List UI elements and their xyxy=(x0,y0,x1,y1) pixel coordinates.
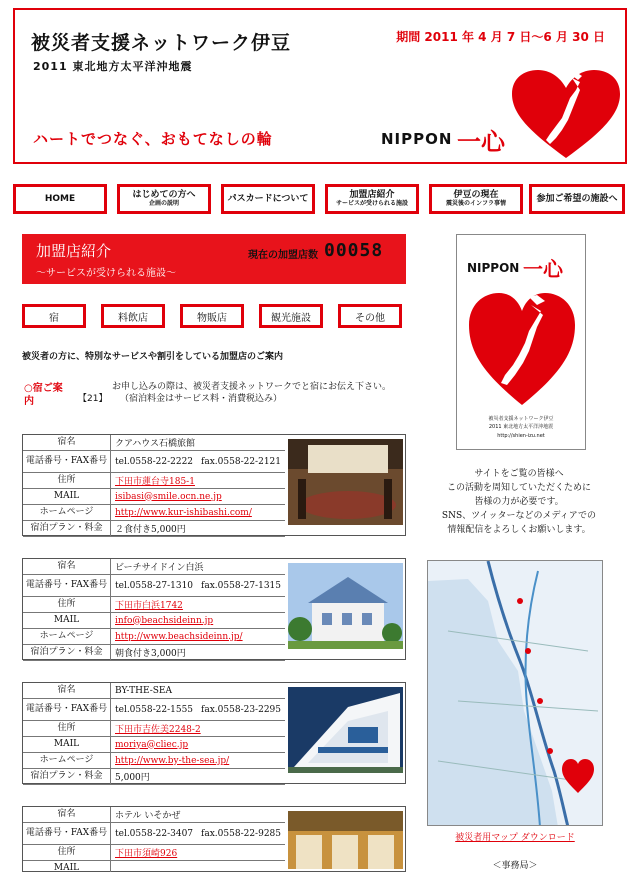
listing-tel: tel.0558-22-3407 xyxy=(115,828,194,839)
listing-name: BY-THE-SEA xyxy=(115,685,172,696)
poster-logo-nippon: NIPPON xyxy=(467,261,520,275)
campaign-period: 期間 2011 年 4 月 7 日〜6 月 30 日 xyxy=(396,30,605,44)
campaign-poster xyxy=(456,234,586,450)
listing-photo xyxy=(288,563,403,649)
listing-photo xyxy=(288,439,403,525)
map-graphic xyxy=(428,561,603,826)
section-note xyxy=(112,382,412,405)
listing-row xyxy=(23,451,285,473)
office-heading: ＜事務局＞ xyxy=(492,861,538,871)
listing-homepage[interactable]: http://www.kur-ishibashi.com/ xyxy=(115,507,252,518)
listing-mail[interactable]: info@beachsideinn.jp xyxy=(115,615,214,626)
evacuee-map-image[interactable] xyxy=(427,560,603,826)
listing-field-label: 住所 xyxy=(23,845,111,860)
listing-row xyxy=(23,861,285,872)
slogan: ハートでつなぐ、おもてなしの輪 xyxy=(33,130,273,148)
listing-field-label: 宿泊プラン・料金 xyxy=(23,769,111,784)
message-line: 情報配信をよろしくお願いします。 xyxy=(447,524,591,535)
listing-tel: tel.0558-27-1310 xyxy=(115,580,194,591)
listing-row xyxy=(23,521,285,537)
listing-homepage[interactable]: http://www.beachsideinn.jp/ xyxy=(115,631,243,642)
listing-row xyxy=(23,559,285,575)
listing-field-label: 宿泊プラン・料金 xyxy=(23,645,111,660)
listing-field-label: 住所 xyxy=(23,473,111,488)
listing-phone-fax xyxy=(115,575,281,596)
poster-heart-icon xyxy=(467,291,577,407)
listing-row xyxy=(23,629,285,645)
listing-row xyxy=(23,473,285,489)
listing-card xyxy=(22,682,406,784)
category-restaurant-button[interactable]: 料飲店 xyxy=(101,304,165,328)
listing-fax: fax.0558-27-1315 xyxy=(201,580,282,591)
listing-field-label: ホームページ xyxy=(23,505,111,520)
listing-row xyxy=(23,597,285,613)
listing-phone-fax xyxy=(115,699,281,720)
listing-photo xyxy=(288,687,403,773)
category-lodging-button[interactable]: 宿 xyxy=(22,304,86,328)
listing-mail[interactable]: isibasi@smile.ocn.ne.jp xyxy=(115,491,222,502)
category-other-button[interactable]: その他 xyxy=(338,304,402,328)
listing-field-label: 宿泊プラン・料金 xyxy=(23,521,111,536)
listing-field-label: 宿名 xyxy=(23,435,111,450)
listing-tel: tel.0558-22-2222 xyxy=(115,456,194,467)
listing-tel: tel.0558-22-1555 xyxy=(115,704,194,715)
nav-sublabel: 企画の説明 xyxy=(148,199,179,207)
member-count: 00058 xyxy=(324,240,384,261)
nav-label: 加盟店紹介 xyxy=(349,190,395,201)
listing-row xyxy=(23,845,285,861)
member-count-label: 現在の加盟店数 xyxy=(248,250,318,261)
listing-address[interactable]: 下田市吉佐美2248-2 xyxy=(115,725,201,735)
listing-row xyxy=(23,613,285,629)
listing-field-label: 宿名 xyxy=(23,683,111,698)
poster-event-name: 2011 東北地方太平洋沖地震 xyxy=(488,424,554,430)
section-label: ○宿ご案内 xyxy=(24,383,63,407)
listing-field-label: 宿名 xyxy=(23,559,111,574)
nav-label: HOME xyxy=(44,193,76,204)
site-subtitle: 2011 東北地方太平洋沖地震 xyxy=(33,60,193,73)
listing-card xyxy=(22,806,406,872)
nav-label: 伊豆の現在 xyxy=(453,190,499,201)
nav-first-visitors[interactable] xyxy=(117,184,211,214)
listing-plan: 5,000円 xyxy=(115,773,150,783)
listing-row xyxy=(23,505,285,521)
listing-row xyxy=(23,753,285,769)
listing-row xyxy=(23,699,285,721)
listing-field-label: 住所 xyxy=(23,597,111,612)
listing-field-label: ホームページ xyxy=(23,629,111,644)
listing-mail[interactable]: moriya@cliec.jp xyxy=(115,739,189,750)
listing-card xyxy=(22,558,406,660)
listing-card xyxy=(22,434,406,536)
nav-label: パスカードについて xyxy=(227,193,309,204)
nav-izu-now[interactable] xyxy=(429,184,523,214)
listing-field-label: ホームページ xyxy=(23,753,111,768)
main-nav xyxy=(13,184,627,214)
listing-row xyxy=(23,721,285,737)
site-title: 被災者支援ネットワーク伊豆 xyxy=(31,32,292,54)
listing-field-label: MAIL xyxy=(23,861,111,872)
listing-field-label: 電話番号・FAX番号 xyxy=(23,699,111,720)
listing-fax: fax.0558-22-9285 xyxy=(201,828,282,839)
message-line: この活動を周知していただくために xyxy=(446,482,591,493)
poster-logo-isshin: 一心 xyxy=(523,257,563,281)
listing-fax: fax.0558-23-2295 xyxy=(201,704,282,715)
listing-name: クアハウス石橋旅館 xyxy=(115,439,196,449)
nav-sublabel: サービスが受けられる施設 xyxy=(335,199,408,207)
listing-phone-fax xyxy=(115,823,281,844)
listing-row xyxy=(23,645,285,661)
nav-join[interactable] xyxy=(529,184,625,214)
listing-row xyxy=(23,683,285,699)
listing-row xyxy=(23,807,285,823)
listing-field-label: 電話番号・FAX番号 xyxy=(23,575,111,596)
listing-address[interactable]: 下田市須崎926 xyxy=(115,849,178,859)
listing-phone-fax xyxy=(115,451,281,472)
listing-field-label: MAIL xyxy=(23,613,111,628)
listing-row xyxy=(23,769,285,785)
logo-nippon-text: NIPPON xyxy=(381,130,453,148)
message-line: 皆様の力が必要です。 xyxy=(474,496,564,507)
nav-home[interactable] xyxy=(13,184,107,214)
listing-address[interactable]: 下田市蓮台寺185-1 xyxy=(115,477,195,487)
heart-japan-icon xyxy=(510,68,622,162)
poster-org-name: 被災者支援ネットワーク伊豆 xyxy=(488,416,554,422)
listing-fax: fax.0558-22-2121 xyxy=(201,456,282,467)
members-banner xyxy=(22,234,406,284)
nav-sublabel: 震災後のインフラ事情 xyxy=(445,199,506,207)
listing-row xyxy=(23,737,285,753)
listing-row xyxy=(23,575,285,597)
intro-text: 被災者の方に、特別なサービスや割引をしている加盟店のご案内 xyxy=(22,352,284,362)
banner-subtitle: 〜サービスが受けられる施設〜 xyxy=(36,268,176,279)
listing-address[interactable]: 下田市白浜1742 xyxy=(115,601,183,611)
category-shop-button[interactable]: 物販店 xyxy=(180,304,244,328)
section-count: 【21】 xyxy=(78,394,108,404)
listing-name: ホテル いそかぜ xyxy=(115,811,181,821)
listing-homepage[interactable]: http://www.by-the-sea.jp/ xyxy=(115,755,230,766)
message-line: サイトをご覧の皆様へ xyxy=(474,469,564,479)
category-sightseeing-button[interactable]: 観光施設 xyxy=(259,304,323,328)
listing-field-label: MAIL xyxy=(23,737,111,752)
listing-field-label: 宿名 xyxy=(23,807,111,822)
section-note-line1: お申し込みの際は、被災者支援ネットワークでと宿にお伝え下さい。 xyxy=(112,382,392,392)
nav-pass-card[interactable] xyxy=(221,184,315,214)
listing-photo xyxy=(288,811,403,869)
nav-label: はじめての方へ xyxy=(132,190,196,201)
listing-field-label: 電話番号・FAX番号 xyxy=(23,451,111,472)
message-line: SNS、ツイッターなどのメディアでの xyxy=(441,510,597,521)
listing-row xyxy=(23,435,285,451)
listing-name: ビーチサイドイン白浜 xyxy=(115,563,204,573)
listing-row xyxy=(23,823,285,845)
section-note-line2: （宿泊料金はサービス料・消費税込み） xyxy=(120,393,283,404)
banner-title: 加盟店紹介 xyxy=(36,242,112,260)
nav-members[interactable] xyxy=(325,184,419,214)
sidebar-message xyxy=(430,468,608,538)
site-header xyxy=(13,8,627,164)
listing-field-label: 住所 xyxy=(23,721,111,736)
listing-plan: 朝食付き3,000円 xyxy=(115,649,186,659)
logo-isshin-text: 一心 xyxy=(457,127,505,156)
poster-url: http://shien-izu.net xyxy=(497,433,545,439)
listing-field-label: MAIL xyxy=(23,489,111,504)
nav-label: 参加ご希望の施設へ xyxy=(536,193,618,204)
listing-field-label: 電話番号・FAX番号 xyxy=(23,823,111,844)
listing-plan: ２食付き5,000円 xyxy=(115,525,186,535)
listing-row xyxy=(23,489,285,505)
map-download-link[interactable]: 被災者用マップ ダウンロード xyxy=(455,833,575,843)
